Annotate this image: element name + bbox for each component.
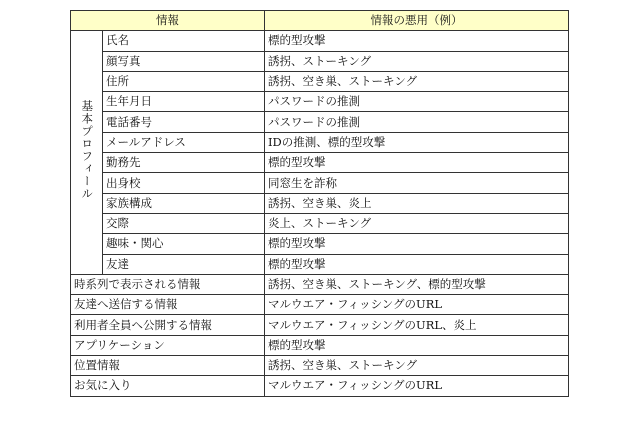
misuse-cell: マルウエア・フィッシングのURL [265,295,569,315]
header-misuse: 情報の悪用（例） [265,11,569,31]
info-cell: お気に入り [71,376,265,396]
info-cell: 利用者全員へ公開する情報 [71,315,265,335]
info-cell: 電話番号 [103,112,265,132]
misuse-cell: 誘拐、空き巣、ストーキング [265,71,569,91]
info-cell: 顔写真 [103,51,265,71]
info-cell: 友達へ送信する情報 [71,295,265,315]
misuse-cell: 標的型攻撃 [265,31,569,51]
table-row [71,173,569,193]
table-row [71,335,569,355]
misuse-cell: マルウエア・フィッシングのURL [265,376,569,396]
misuse-cell: 炎上、ストーキング [265,213,569,233]
info-cell: メールアドレス [103,132,265,152]
misuse-cell: 誘拐、空き巣、ストーキング、標的型攻撃 [265,274,569,294]
info-cell: 位置情報 [71,356,265,376]
table-row [71,274,569,294]
misuse-cell: マルウエア・フィッシングのURL、炎上 [265,315,569,335]
table-row [71,132,569,152]
table-row [71,153,569,173]
info-cell: 勤務先 [103,153,265,173]
group-cell-basic-profile [71,31,103,275]
table-row [71,112,569,132]
misuse-cell: 誘拐、空き巣、ストーキング [265,356,569,376]
table-row [71,356,569,376]
info-cell: 住所 [103,71,265,91]
misuse-cell: 標的型攻撃 [265,335,569,355]
misuse-cell: 同窓生を詐称 [265,173,569,193]
table-row [71,92,569,112]
table-row [71,71,569,91]
table-row [71,315,569,335]
info-cell: 家族構成 [103,193,265,213]
info-cell: 交際 [103,213,265,233]
header-info: 情報 [71,11,265,31]
misuse-cell: 誘拐、空き巣、炎上 [265,193,569,213]
table-row [71,376,569,396]
information-misuse-table [70,10,569,397]
misuse-cell: 標的型攻撃 [265,254,569,274]
info-cell: 友達 [103,254,265,274]
misuse-cell: パスワードの推測 [265,112,569,132]
table-row [71,234,569,254]
info-cell: 出身校 [103,173,265,193]
misuse-cell: 標的型攻撃 [265,234,569,254]
table-row [71,295,569,315]
table-body [71,31,569,396]
table-row [71,31,569,51]
misuse-cell: 誘拐、ストーキング [265,51,569,71]
group-label: 基本プロフィール [80,99,95,200]
misuse-cell: パスワードの推測 [265,92,569,112]
info-cell: 時系列で表示される情報 [71,274,265,294]
info-cell: 趣味・関心 [103,234,265,254]
table-row [71,213,569,233]
table-row [71,51,569,71]
misuse-cell: IDの推測、標的型攻撃 [265,132,569,152]
info-cell: アプリケーション [71,335,265,355]
info-cell: 生年月日 [103,92,265,112]
misuse-cell: 標的型攻撃 [265,153,569,173]
table-row [71,254,569,274]
table-header-row [71,11,569,31]
table-row [71,193,569,213]
info-cell: 氏名 [103,31,265,51]
